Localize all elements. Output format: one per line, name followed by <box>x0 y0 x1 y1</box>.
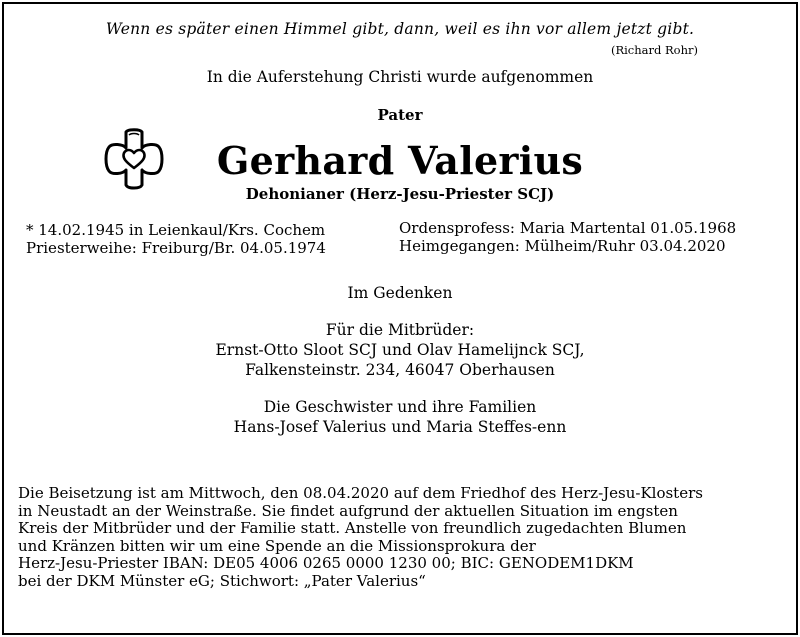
order-name: Dehonianer (Herz-Jesu-Priester SCJ) <box>245 185 555 203</box>
deceased-name: Gerhard Valerius <box>216 138 584 183</box>
birth-date: * 14.02.1945 in Leienkaul/Krs. Cochem <box>26 221 326 239</box>
brothers-label: Für die Mitbrüder: <box>325 321 475 339</box>
intro-line: In die Auferstehung Christi wurde aufgenommen <box>206 68 594 86</box>
burial-paragraph: Die Beisetzung ist am Mittwoch, den 08.04.2020 auf dem Friedhof des Herz-Jesu-Klosters in Neustadt an der Weinstraße. Sie findet aufgrund der aktuellen Situation im engsten Kreis der Mitbrüder und der Familie statt. Anstelle von freundlich zugedachten Blumen und Kränzen bitten wir um eine Spende an die Missionsprokura der Herz-Jesu-Priester IBAN: DE05 4006 0265 0000 1230 00; BIC: GENODEM1DKM bei der DKM Münster eG; Stichwort: „Pater Valerius“ <box>18 484 703 590</box>
brothers-names: Ernst-Otto Sloot SCJ und Olav Hamelijnck SCJ, <box>215 341 585 359</box>
brothers-address: Falkensteinstr. 234, 46047 Oberhausen <box>245 361 555 379</box>
title-pater: Pater <box>377 106 423 124</box>
siblings-names: Hans-Josef Valerius und Maria Steffes-enn <box>233 418 567 436</box>
memorial-heading: Im Gedenken <box>347 284 453 302</box>
quote-text: Wenn es später einen Himmel gibt, dann, weil es ihn vor allem jetzt gibt. <box>105 20 695 38</box>
siblings-label: Die Geschwister und ihre Familien <box>263 398 537 416</box>
brothers-section <box>0 320 800 380</box>
death-date: Heimgegangen: Mülheim/Ruhr 03.04.2020 <box>399 237 726 255</box>
ordination-date: Priesterweihe: Freiburg/Br. 04.05.1974 <box>26 239 326 257</box>
profession-date: Ordensprofess: Maria Martental 01.05.1968 <box>399 219 737 237</box>
facts-left <box>26 221 326 257</box>
quote-author: (Richard Rohr) <box>610 43 698 57</box>
siblings-section <box>0 397 800 437</box>
facts-right <box>399 219 736 255</box>
